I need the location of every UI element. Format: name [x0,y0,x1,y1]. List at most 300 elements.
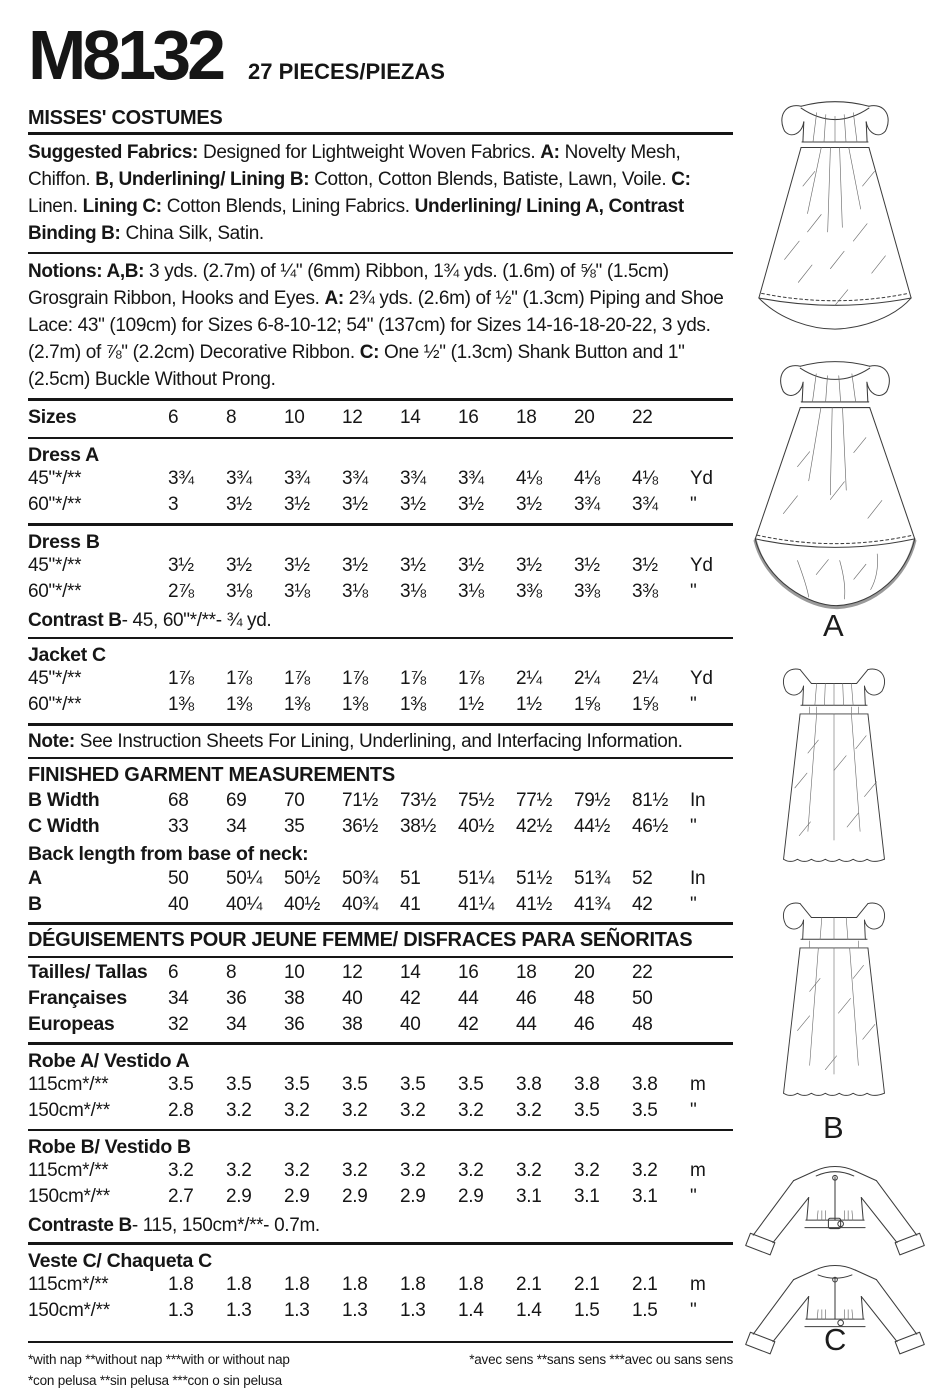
yardage-value: 1.3 [342,1299,368,1321]
yardage-value: 1.3 [284,1299,310,1321]
yardage-value: 1.8 [284,1273,310,1295]
row-label: 60"*/** [28,580,82,602]
divider [28,398,733,401]
robe-b-rows [28,1160,733,1212]
yardage-value: 2.9 [284,1186,310,1207]
unit-label: " [690,816,697,837]
sizes-header-table [28,403,733,435]
view-b-label: B [823,1110,844,1145]
robe-a-title: Robe A/ Vestido A [28,1049,190,1072]
yardage-value: 22 [632,406,653,428]
header [28,8,733,94]
yardage-value: 50¾ [342,868,379,889]
yardage-value: 3⅛ [226,580,252,602]
unit-label: " [690,494,697,515]
table-row [28,1100,733,1126]
yardage-value: 52 [632,868,653,889]
finished-width-rows [28,789,733,841]
row-label: 115cm*/** [28,1273,109,1295]
unit-label: Yd [690,468,713,489]
dress-a-back-illustration [741,340,929,614]
yardage-value: 3.1 [516,1186,542,1207]
yardage-value: 3⅛ [342,580,368,602]
footnote-row-2 [28,1370,733,1391]
yardage-value: 1½ [516,694,542,715]
row-label: 60"*/** [28,694,82,715]
yardage-value: 34 [226,816,247,837]
yardage-value: 3.2 [458,1099,484,1121]
unit-label: " [690,694,697,715]
nap-footnote-en: *with nap **without nap ***with or without nap [28,1351,290,1367]
yardage-value: 3.5 [574,1099,600,1121]
yardage-value: 12 [342,962,363,983]
divider [28,252,733,255]
yardage-value: 3.2 [342,1099,368,1121]
yardage-value: 1⅞ [400,668,426,689]
yardage-value: 3¾ [168,468,194,489]
divider [28,132,733,135]
yardage-value: 14 [400,962,421,983]
table-row [28,668,733,694]
yardage-value: 3⅜ [574,580,600,602]
yardage-value: 32 [168,1014,189,1035]
yardage-value: 3½ [168,554,194,576]
page-title: MISSES' COSTUMES [28,107,223,129]
yardage-value: 2.9 [226,1186,252,1207]
yardage-value: 38 [342,1014,363,1035]
yardage-value: 33 [168,816,189,837]
footnote-row-1 [28,1349,733,1370]
yardage-value: 3¾ [400,468,426,489]
yardage-value: 35 [284,816,305,837]
yardage-value: 3¾ [284,468,310,489]
table-row [28,1013,733,1039]
robe-b-title: Robe B/ Vestido B [28,1136,191,1158]
table-row [28,987,733,1013]
yardage-value: 3⅜ [632,580,658,602]
yardage-value: 46 [516,988,537,1009]
divider [28,523,733,526]
yardage-value: 3 [168,494,179,515]
yardage-value: 36 [226,988,247,1009]
yardage-value: 46½ [632,816,669,837]
divider [28,757,733,760]
yardage-value: 2¼ [516,668,542,689]
yardage-value: 4⅛ [632,468,658,489]
yardage-value: 1⅞ [342,668,368,689]
yardage-value: 1⅞ [284,668,310,689]
yardage-value: 16 [458,406,479,428]
yardage-value: 3.2 [458,1160,484,1181]
jacket-c-rows [28,668,733,720]
dress-a-title: Dress A [28,444,99,466]
yardage-value: 1.8 [458,1273,484,1295]
yardage-value: 8 [226,406,237,428]
unit-label: Yd [690,554,713,576]
yardage-value: 3.2 [284,1099,310,1121]
yardage-value: 71½ [342,790,379,811]
yardage-value: 36 [284,1014,305,1035]
yardage-value: 3¾ [458,468,484,489]
yardage-value: 1⅞ [458,668,484,689]
yardage-value: 1⅝ [632,694,658,715]
row-label: 60"*/** [28,494,82,515]
yardage-value: 6 [168,406,179,428]
yardage-value: 18 [516,406,537,428]
yardage-value: 3½ [458,494,484,515]
yardage-value: 42 [400,988,421,1009]
yardage-value: 36½ [342,816,379,837]
yardage-value: 75½ [458,790,495,811]
yardage-value: 2⅞ [168,580,194,602]
yardage-value: 3.2 [516,1160,542,1181]
unit-label: m [690,1273,706,1295]
yardage-value: 48 [632,1014,653,1035]
robe-a-rows [28,1074,733,1126]
unit-label: In [690,868,706,889]
yardage-value: 1⅜ [226,694,252,715]
yardage-value: 8 [226,962,237,983]
yardage-value: 3.5 [458,1073,484,1095]
yardage-value: 40 [168,894,189,915]
yardage-value: 2.8 [168,1099,194,1121]
yardage-value: 3.2 [226,1099,252,1121]
yardage-value: 1.4 [458,1299,484,1321]
table-row [28,1274,733,1300]
yardage-value: 44½ [574,816,611,837]
divider [28,1129,733,1132]
yardage-value: 1½ [458,694,484,715]
yardage-value: 3.2 [400,1160,426,1181]
dress-b-title: Dress B [28,530,100,553]
yardage-value: 1⅜ [342,694,368,715]
dress-b-rows [28,555,733,607]
table-row [28,1160,733,1186]
yardage-value: 3½ [516,554,542,576]
row-label: Tailles/ Tallas [28,961,148,983]
yardage-value: 40½ [458,816,495,837]
row-label: 45"*/** [28,468,82,489]
yardage-value: 3.8 [574,1073,600,1095]
main-content [28,0,733,1391]
yardage-value: 2¼ [632,668,658,689]
yardage-value: 1⅞ [168,668,194,689]
nap-footnote-fr: *avec sens **sans sens ***avec ou sans sens [469,1351,733,1367]
divider [28,1042,733,1045]
yardage-value: 3½ [574,554,600,576]
finished-measurements-section [28,761,733,920]
row-label: Sizes [28,405,77,428]
unit-label: " [690,894,697,915]
divider [28,956,733,959]
table-row [28,1074,733,1100]
yardage-value: 38 [284,988,305,1009]
yardage-value: 3.2 [226,1160,252,1181]
yardage-value: 18 [516,962,537,983]
veste-c-section [28,1247,733,1327]
yardage-value: 3½ [400,494,426,515]
yardage-value: 42½ [516,816,553,837]
yardage-value: 40¾ [342,894,379,915]
yardage-value: 1.8 [226,1273,252,1295]
yardage-value: 3½ [284,494,310,515]
dress-b-section [28,528,733,635]
yardage-value: 1.3 [168,1299,194,1321]
robe-b-section [28,1133,733,1240]
yardage-value: 51¼ [458,868,495,889]
unit-label: " [690,1299,697,1321]
yardage-value: 1.8 [400,1273,426,1295]
yardage-value: 1.5 [574,1299,600,1321]
yardage-value: 16 [458,962,479,983]
yardage-value: 46 [574,1014,595,1035]
pattern-number: M8132 [28,16,223,94]
view-c-label: C [824,1322,847,1357]
unit-label: " [690,580,697,602]
divider [28,1242,733,1245]
yardage-value: 41¾ [574,894,611,915]
contraste-b-note: Contraste B- 115, 150cm*/**- 0.7m. [28,1215,320,1236]
table-row [28,1186,733,1212]
nap-footnote-es: *con pelusa **sin pelusa ***con o sin pelusa [28,1372,282,1388]
yardage-value: 50 [168,868,189,889]
yardage-value: 3.2 [400,1099,426,1121]
yardage-value: 3.8 [632,1073,658,1095]
yardage-value: 1.3 [400,1299,426,1321]
yardage-value: 3.2 [284,1160,310,1181]
yardage-value: 3⅛ [284,580,310,602]
yardage-value: 2.7 [168,1186,194,1207]
yardage-value: 3⅛ [400,580,426,602]
table-row [28,1300,733,1326]
divider [28,723,733,726]
yardage-value: 10 [284,406,305,428]
yardage-value: 3.1 [574,1186,600,1207]
yardage-value: 4⅛ [516,468,542,489]
yardage-value: 41 [400,894,421,915]
yardage-value: 50¼ [226,868,263,889]
yardage-value: 3¾ [226,468,252,489]
yardage-value: 3.5 [400,1073,426,1095]
unit-label: m [690,1160,706,1181]
suggested-fabrics-paragraph: Suggested Fabrics: Designed for Lightweight Woven Fabrics. A: Novelty Mesh, Chiffon. B, Underlining/ Lining B: Cotton, Cotton Blends, Batiste, Lawn, Voile. C: Linen. Lining C: Cotton Blends, Lining Fabrics. Underlining/ Lining A, Contrast Binding B: China Silk, Satin. [28,141,691,244]
yardage-value: 1⅞ [226,668,252,689]
unit-label: " [690,1099,697,1121]
yardage-value: 2¼ [574,668,600,689]
jacket-c-title: Jacket C [28,644,106,666]
row-label: 45"*/** [28,668,82,689]
table-row [28,581,733,607]
yardage-value: 70 [284,790,305,811]
row-label: 115cm*/** [28,1160,109,1181]
yardage-value: 69 [226,790,247,811]
yardage-value: 3.2 [516,1099,542,1121]
row-label: 150cm*/** [28,1299,110,1321]
yardage-value: 3.8 [516,1073,542,1095]
yardage-value: 3¾ [574,494,600,515]
divider [28,1341,733,1343]
yardage-value: 3.5 [342,1073,368,1095]
unit-label: In [690,790,706,811]
yardage-value: 81½ [632,790,669,811]
yardage-value: 3½ [458,554,484,576]
divider [28,437,733,440]
yardage-value: 22 [632,962,653,983]
row-label: Europeas [28,1013,115,1035]
yardage-value: 3.5 [226,1073,252,1095]
yardage-value: 3⅛ [458,580,484,602]
yardage-value: 3½ [400,554,426,576]
yardage-value: 44 [458,988,479,1009]
yardage-value: 73½ [400,790,437,811]
yardage-value: 3¾ [632,494,658,515]
yardage-value: 1⅜ [284,694,310,715]
yardage-value: 50 [632,988,653,1009]
jacket-c-section [28,641,733,721]
finished-measurements-title: FINISHED GARMENT MEASUREMENTS [28,764,395,786]
veste-c-title: Veste C/ Chaqueta C [28,1249,212,1272]
yardage-value: 77½ [516,790,553,811]
yardage-value: 3⅜ [516,580,542,602]
yardage-value: 40 [342,988,363,1009]
yardage-value: 2.1 [516,1273,542,1295]
yardage-value: 3½ [226,494,252,515]
yardage-value: 44 [516,1014,537,1035]
dress-a-front-illustration [743,76,927,342]
yardage-value: 3.2 [632,1160,658,1181]
table-row [28,406,733,432]
table-row [28,867,733,893]
dress-a-rows [28,468,733,520]
yardage-value: 20 [574,962,595,983]
unit-label: " [690,1186,697,1207]
row-label: 45"*/** [28,554,82,576]
yardage-value: 1.5 [632,1299,658,1321]
row-label: B Width [28,789,100,811]
yardage-value: 1⅝ [574,694,600,715]
yardage-value: 3½ [342,554,368,576]
yardage-value: 40 [400,1014,421,1035]
dress-a-section [28,441,733,521]
yardage-value: 3.2 [342,1160,368,1181]
table-row [28,494,733,520]
yardage-value: 3¾ [342,468,368,489]
yardage-value: 2.1 [632,1273,658,1295]
yardage-value: 3.5 [168,1073,194,1095]
unit-label: m [690,1073,706,1095]
yardage-value: 41¼ [458,894,495,915]
yardage-value: 4⅛ [574,468,600,489]
yardage-value: 14 [400,406,421,428]
back-length-title: Back length from base of neck: [28,843,309,865]
yardage-value: 3.2 [574,1160,600,1181]
yardage-value: 41½ [516,894,553,915]
divider [28,637,733,640]
pieces-count: 27 PIECES/PIEZAS [248,59,445,84]
yardage-value: 10 [284,962,305,983]
back-length-rows [28,867,733,919]
dress-b-back-illustration [747,886,921,1116]
veste-c-rows [28,1274,733,1326]
yardage-value: 3½ [632,554,658,576]
yardage-value: 1.8 [168,1273,194,1295]
row-label: A [28,867,42,889]
yardage-value: 3.2 [168,1160,194,1181]
yardage-value: 51 [400,868,421,889]
row-label: 150cm*/** [28,1186,110,1207]
row-label: C Width [28,815,100,837]
table-row [28,893,733,919]
table-row [28,694,733,720]
yardage-value: 2.9 [458,1186,484,1207]
notions-paragraph: Notions: A,B: 3 yds. (2.7m) of ¼" (6mm) Ribbon, 1¾ yds. (1.6m) of ⅝" (1.5cm) Grosgrain Ribbon, Hooks and Eyes. A: 2¾ yds. (2.6m) of ½" (1.3cm) Piping and Shoe Lace: 43" (109cm) for Sizes 6-8-10-12; 54" (137cm) for Sizes 14-16-18-20-22, 3 yds. (2.7m) of ⅞" (2.2cm) Decorative Ribbon. C: One ½" (1.3cm) Shank Button and 1" (2.5cm) Buckle Without Prong. [28,261,724,390]
yardage-value: 51½ [516,868,553,889]
table-row [28,468,733,494]
footnotes [28,1349,733,1391]
yardage-value: 2.9 [342,1186,368,1207]
robe-a-section [28,1047,733,1127]
yardage-value: 40½ [284,894,321,915]
yardage-value: 3.5 [632,1099,658,1121]
contrast-b-note: Contrast B- 45, 60"*/**- ¾ yd. [28,609,272,631]
yardage-value: 42 [632,894,653,915]
yardage-value: 34 [168,988,189,1009]
jacket-c-front-illustration [741,1156,929,1256]
yardage-value: 51¾ [574,868,611,889]
yardage-value: 3½ [226,554,252,576]
yardage-value: 20 [574,406,595,428]
table-row [28,961,733,987]
yardage-value: 68 [168,790,189,811]
yardage-value: 12 [342,406,363,428]
yardage-value: 79½ [574,790,611,811]
yardage-value: 40¼ [226,894,263,915]
yardage-value: 1⅜ [168,694,194,715]
yardage-value: 1.4 [516,1299,542,1321]
view-a-label: A [823,608,844,643]
row-label: B [28,893,42,915]
divider [28,922,733,925]
yardage-value: 42 [458,1014,479,1035]
yardage-value: 50½ [284,868,321,889]
unit-label: Yd [690,668,713,689]
yardage-value: 3.5 [284,1073,310,1095]
yardage-value: 3.1 [632,1186,658,1207]
yardage-value: 3½ [284,554,310,576]
table-row [28,789,733,815]
lining-note: Note: See Instruction Sheets For Lining, Underlining, and Interfacing Information. [28,730,683,752]
yardage-value: 1.3 [226,1299,252,1321]
yardage-value: 34 [226,1014,247,1035]
row-label: 150cm*/** [28,1099,110,1121]
yardage-value: 1.8 [342,1273,368,1295]
metric-section-title: DÉGUISEMENTS POUR JEUNE FEMME/ DISFRACES PARA SEÑORITAS [28,928,693,951]
table-row [28,555,733,581]
yardage-value: 1⅜ [400,694,426,715]
row-label: Françaises [28,987,127,1009]
yardage-value: 3½ [516,494,542,515]
yardage-value: 6 [168,962,179,983]
yardage-value: 2.9 [400,1186,426,1207]
dress-b-front-illustration [747,652,921,882]
metric-sizes-table [28,960,733,1040]
yardage-value: 38½ [400,816,437,837]
yardage-value: 48 [574,988,595,1009]
yardage-value: 3½ [342,494,368,515]
row-label: 115cm*/** [28,1073,109,1095]
yardage-value: 2.1 [574,1273,600,1295]
table-row [28,815,733,841]
